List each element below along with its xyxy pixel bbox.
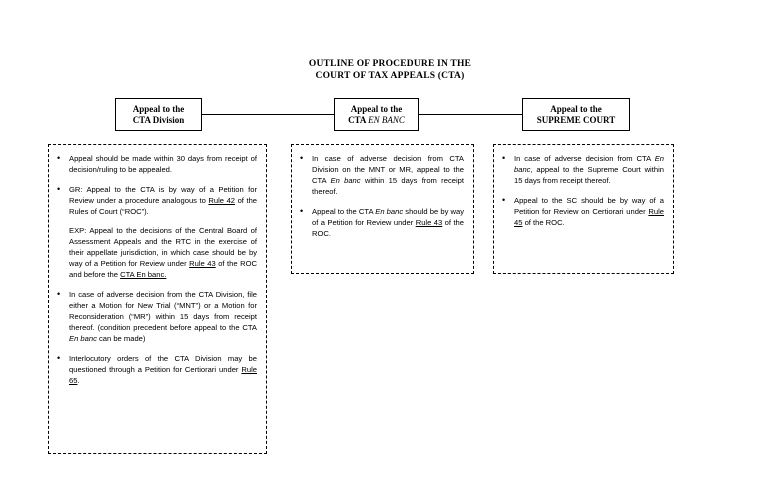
- supreme-list: [502, 153, 664, 228]
- division-details-box: [48, 144, 267, 454]
- exception-paragraph: EXP: Appeal to the decisions of the Central Board of Assessment Appeals and the RTC in the exercise of their appellate jurisdiction, in which case should be by way of a Petition for Review under Rule 43 of the ROC and before the CTA En banc.: [69, 226, 257, 279]
- header-cta-en-banc: [334, 98, 419, 131]
- cta-en-banc-link: CTA En banc.: [120, 270, 167, 279]
- header-supreme-line-2: SUPREME COURT: [536, 114, 616, 125]
- header-enbanc-line-2: [348, 115, 405, 126]
- list-item: • Appeal to the SC should be by way of a Petition for Review on Certiorari under Rule 45 of the ROC.: [502, 195, 664, 228]
- connector-division-enbanc: [202, 114, 334, 115]
- header-division-line-1: Appeal to the: [132, 103, 185, 114]
- header-division-line-2: CTA Division: [132, 114, 185, 125]
- header-supreme-line-1: Appeal to the: [550, 103, 602, 114]
- list-item: • In case of adverse decision from the CTA Division, file either a Motion for New Trial (“MNT”) or a Motion for Reconsideration (“MR”) within 15 days from receipt thereof. (condition precedent before appeal to the CTA En banc can be made): [57, 289, 257, 344]
- header-enbanc-line-1: Appeal to the: [350, 103, 403, 114]
- list-item: • In case of adverse decision from CTA Division on the MNT or MR, appeal to the CTA En banc within 15 days from receipt thereof.: [300, 153, 464, 197]
- header-enbanc-prefix: CTA: [348, 114, 369, 125]
- list-item: • GR: Appeal to the CTA is by way of a Petition for Review under a procedure analogous to Rule 42 of the Rules of Court (“ROC”). EXP: Appeal to the decisions of the Central Board of Assessment Appeals and the RTC in the exercise of their appellate jurisdiction, in which case should be by way of a Petition for Review under Rule 43 of the ROC and before the CTA En banc.: [57, 184, 257, 280]
- en-banc-list: [300, 153, 464, 239]
- rule-65-link: Rule 65: [69, 365, 257, 385]
- rule-42-link: Rule 42: [208, 196, 236, 205]
- title-line-2: COURT OF TAX APPEALS (CTA): [315, 71, 465, 81]
- list-item: • Appeal should be made within 30 days from receipt of decision/ruling to be appealed.: [57, 153, 257, 175]
- header-cta-division: [115, 98, 202, 131]
- supreme-court-details-box: [493, 144, 674, 274]
- rule-43-link: Rule 43: [415, 218, 443, 227]
- list-item: • In case of adverse decision from CTA En banc, appeal to the Supreme Court within 15 days from receipt thereof.: [502, 153, 664, 186]
- connector-enbanc-supreme: [419, 114, 522, 115]
- rule-43-link: Rule 43: [189, 259, 216, 268]
- division-list: [57, 153, 257, 386]
- title-line-1: OUTLINE OF PROCEDURE IN THE: [308, 59, 472, 69]
- header-supreme-court: [522, 98, 630, 131]
- rule-45-link: Rule 45: [514, 207, 664, 227]
- list-item: • Appeal to the CTA En banc should be by way of a Petition for Review under Rule 43 of the ROC.: [300, 206, 464, 239]
- header-enbanc-italic: EN BANC: [368, 114, 405, 125]
- en-banc-details-box: [291, 144, 474, 274]
- page-title: [250, 58, 530, 82]
- list-item: • Interlocutory orders of the CTA Division may be questioned through a Petition for Certiorari under Rule 65.: [57, 353, 257, 386]
